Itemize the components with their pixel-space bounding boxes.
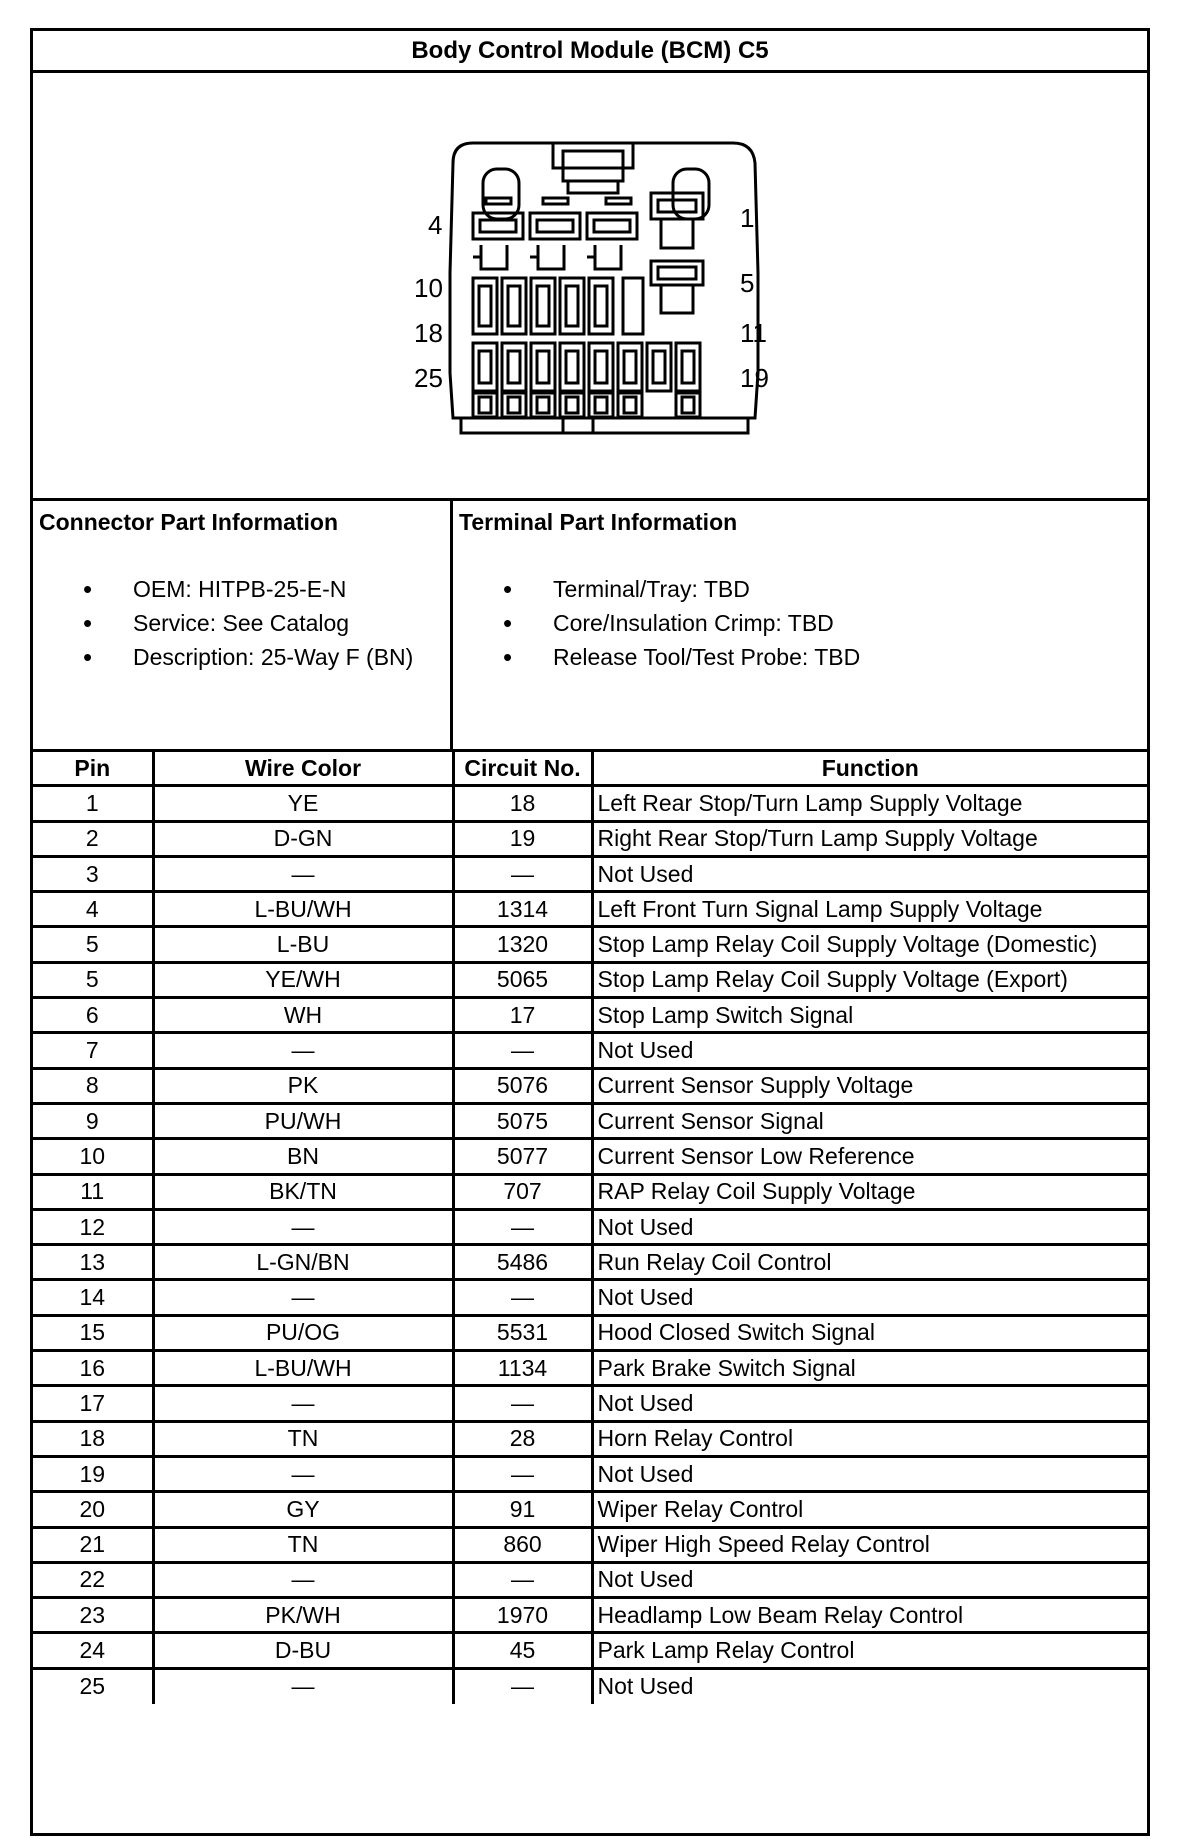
pin-cell: 21 (33, 1527, 153, 1562)
wire-color-cell: L-BU/WH (153, 1351, 453, 1386)
pin-cell: 19 (33, 1456, 153, 1491)
header-function: Function (592, 751, 1147, 786)
pin-label-19: 19 (740, 363, 769, 393)
circuit-no-cell: 1314 (453, 892, 592, 927)
wire-color-cell: — (153, 1209, 453, 1244)
table-row (33, 1527, 1147, 1562)
wire-color-cell: — (153, 856, 453, 891)
table-row (33, 962, 1147, 997)
function-cell: Not Used (592, 1280, 1147, 1315)
circuit-no-cell: 1970 (453, 1598, 592, 1633)
table-row (33, 786, 1147, 821)
function-cell: Park Lamp Relay Control (592, 1633, 1147, 1668)
circuit-no-cell: — (453, 1209, 592, 1244)
function-cell: Right Rear Stop/Turn Lamp Supply Voltage (592, 821, 1147, 856)
pin-cell: 18 (33, 1421, 153, 1456)
wire-color-cell: — (153, 1386, 453, 1421)
wire-color-cell: PU/OG (153, 1315, 453, 1350)
function-cell: Wiper Relay Control (592, 1492, 1147, 1527)
header-circuit-no: Circuit No. (453, 751, 592, 786)
pinout-rows (33, 786, 1147, 1704)
function-cell: Horn Relay Control (592, 1421, 1147, 1456)
wire-color-cell: PK/WH (153, 1598, 453, 1633)
circuit-no-cell: 5076 (453, 1068, 592, 1103)
wire-color-cell: L-BU (153, 927, 453, 962)
circuit-no-cell: 45 (453, 1633, 592, 1668)
pin-cell: 9 (33, 1103, 153, 1138)
list-item: • Description: 25-Way F (BN) (33, 640, 450, 674)
table-row (33, 1562, 1147, 1597)
wire-color-cell: TN (153, 1421, 453, 1456)
wire-color-cell: YE/WH (153, 962, 453, 997)
function-cell: Not Used (592, 1033, 1147, 1068)
circuit-no-cell: 5065 (453, 962, 592, 997)
wire-color-cell: — (153, 1456, 453, 1491)
table-row (33, 821, 1147, 856)
wire-color-cell: PK (153, 1068, 453, 1103)
pin-label-18: 18 (414, 318, 443, 348)
wire-color-cell: D-GN (153, 821, 453, 856)
pin-label-1: 1 (740, 203, 755, 233)
wire-color-cell: BN (153, 1139, 453, 1174)
circuit-no-cell: 5075 (453, 1103, 592, 1138)
table-row (33, 1351, 1147, 1386)
table-row (33, 892, 1147, 927)
circuit-no-cell: 28 (453, 1421, 592, 1456)
pin-cell: 8 (33, 1068, 153, 1103)
table-row (33, 927, 1147, 962)
wire-color-cell: YE (153, 786, 453, 821)
wire-color-cell: GY (153, 1492, 453, 1527)
table-row (33, 1315, 1147, 1350)
list-item: • OEM: HITPB-25-E-N (33, 572, 450, 606)
function-cell: Current Sensor Signal (592, 1103, 1147, 1138)
table-row (33, 1280, 1147, 1315)
function-cell: Headlamp Low Beam Relay Control (592, 1598, 1147, 1633)
circuit-no-cell: — (453, 856, 592, 891)
pin-cell: 5 (33, 962, 153, 997)
circuit-no-cell: — (453, 1668, 592, 1703)
function-cell: Park Brake Switch Signal (592, 1351, 1147, 1386)
table-header-row (33, 751, 1147, 786)
circuit-no-cell: 707 (453, 1174, 592, 1209)
wire-color-cell: D-BU (153, 1633, 453, 1668)
pin-cell: 11 (33, 1174, 153, 1209)
pin-label-11: 11 (740, 318, 767, 348)
list-item: • Release Tool/Test Probe: TBD (453, 640, 1147, 674)
header-wire-color: Wire Color (153, 751, 453, 786)
table-row (33, 1068, 1147, 1103)
wire-color-cell: — (153, 1280, 453, 1315)
function-cell: Stop Lamp Relay Coil Supply Voltage (Domestic) (592, 927, 1147, 962)
circuit-no-cell: — (453, 1456, 592, 1491)
wire-color-cell: — (153, 1033, 453, 1068)
list-item: • Service: See Catalog (33, 606, 450, 640)
connector-info-heading: Connector Part Information (39, 509, 339, 535)
pin-cell: 12 (33, 1209, 153, 1244)
circuit-no-cell: 1320 (453, 927, 592, 962)
circuit-no-cell: 18 (453, 786, 592, 821)
list-item: • Core/Insulation Crimp: TBD (453, 606, 1147, 640)
pin-cell: 23 (33, 1598, 153, 1633)
page-title: Body Control Module (BCM) C5 (33, 31, 1147, 73)
list-item: • Terminal/Tray: TBD (453, 572, 1147, 606)
pin-cell: 2 (33, 821, 153, 856)
pin-label-4: 4 (428, 210, 443, 240)
circuit-no-cell: 17 (453, 998, 592, 1033)
function-cell: Not Used (592, 1562, 1147, 1597)
terminal-info-heading: Terminal Part Information (459, 509, 738, 535)
function-cell: Current Sensor Supply Voltage (592, 1068, 1147, 1103)
table-row (33, 1456, 1147, 1491)
pin-cell: 4 (33, 892, 153, 927)
function-cell: Not Used (592, 856, 1147, 891)
connector-info-list (33, 572, 450, 674)
pin-cell: 17 (33, 1386, 153, 1421)
function-cell: Not Used (592, 1456, 1147, 1491)
function-cell: Stop Lamp Relay Coil Supply Voltage (Export) (592, 962, 1147, 997)
wire-color-cell: L-GN/BN (153, 1245, 453, 1280)
table-row (33, 1245, 1147, 1280)
circuit-no-cell: — (453, 1386, 592, 1421)
connector-diagram (33, 73, 1147, 501)
wire-color-cell: WH (153, 998, 453, 1033)
pin-cell: 25 (33, 1668, 153, 1703)
table-row (33, 1598, 1147, 1633)
function-cell: Wiper High Speed Relay Control (592, 1527, 1147, 1562)
table-row (33, 1139, 1147, 1174)
table-row (33, 1421, 1147, 1456)
pinout-table (33, 749, 1147, 1704)
function-cell: Not Used (592, 1386, 1147, 1421)
pin-cell: 1 (33, 786, 153, 821)
pin-cell: 15 (33, 1315, 153, 1350)
pin-label-10: 10 (414, 273, 443, 303)
circuit-no-cell: — (453, 1280, 592, 1315)
wire-color-cell: TN (153, 1527, 453, 1562)
header-pin: Pin (33, 751, 153, 786)
circuit-no-cell: 91 (453, 1492, 592, 1527)
circuit-no-cell: 5531 (453, 1315, 592, 1350)
table-row (33, 1174, 1147, 1209)
pin-cell: 16 (33, 1351, 153, 1386)
function-cell: Hood Closed Switch Signal (592, 1315, 1147, 1350)
pin-cell: 10 (33, 1139, 153, 1174)
connector-part-information (33, 501, 453, 749)
function-cell: Left Rear Stop/Turn Lamp Supply Voltage (592, 786, 1147, 821)
circuit-no-cell: 5486 (453, 1245, 592, 1280)
table-row (33, 1492, 1147, 1527)
circuit-no-cell: — (453, 1033, 592, 1068)
table-row (33, 856, 1147, 891)
wire-color-cell: BK/TN (153, 1174, 453, 1209)
pin-cell: 14 (33, 1280, 153, 1315)
connector-sheet (30, 28, 1150, 1836)
circuit-no-cell: 19 (453, 821, 592, 856)
pin-cell: 22 (33, 1562, 153, 1597)
function-cell: Run Relay Coil Control (592, 1245, 1147, 1280)
table-row (33, 1209, 1147, 1244)
pin-cell: 5 (33, 927, 153, 962)
terminal-info-list (453, 572, 1147, 674)
wire-color-cell: PU/WH (153, 1103, 453, 1138)
circuit-no-cell: — (453, 1562, 592, 1597)
wire-color-cell: L-BU/WH (153, 892, 453, 927)
pin-label-25: 25 (414, 363, 443, 393)
table-row (33, 1633, 1147, 1668)
connector-face-drawing (33, 73, 1147, 498)
pin-cell: 3 (33, 856, 153, 891)
pin-cell: 7 (33, 1033, 153, 1068)
table-row (33, 1033, 1147, 1068)
pin-cell: 13 (33, 1245, 153, 1280)
terminal-part-information (453, 501, 1147, 749)
table-row (33, 1668, 1147, 1703)
wire-color-cell: — (153, 1562, 453, 1597)
function-cell: Current Sensor Low Reference (592, 1139, 1147, 1174)
circuit-no-cell: 1134 (453, 1351, 592, 1386)
table-row (33, 998, 1147, 1033)
function-cell: Left Front Turn Signal Lamp Supply Voltage (592, 892, 1147, 927)
pin-cell: 6 (33, 998, 153, 1033)
pin-cell: 24 (33, 1633, 153, 1668)
circuit-no-cell: 860 (453, 1527, 592, 1562)
table-row (33, 1103, 1147, 1138)
pin-cell: 20 (33, 1492, 153, 1527)
function-cell: Stop Lamp Switch Signal (592, 998, 1147, 1033)
wire-color-cell: — (153, 1668, 453, 1703)
table-row (33, 1386, 1147, 1421)
circuit-no-cell: 5077 (453, 1139, 592, 1174)
function-cell: RAP Relay Coil Supply Voltage (592, 1174, 1147, 1209)
function-cell: Not Used (592, 1209, 1147, 1244)
pin-label-5: 5 (740, 268, 755, 298)
function-cell: Not Used (592, 1668, 1147, 1703)
